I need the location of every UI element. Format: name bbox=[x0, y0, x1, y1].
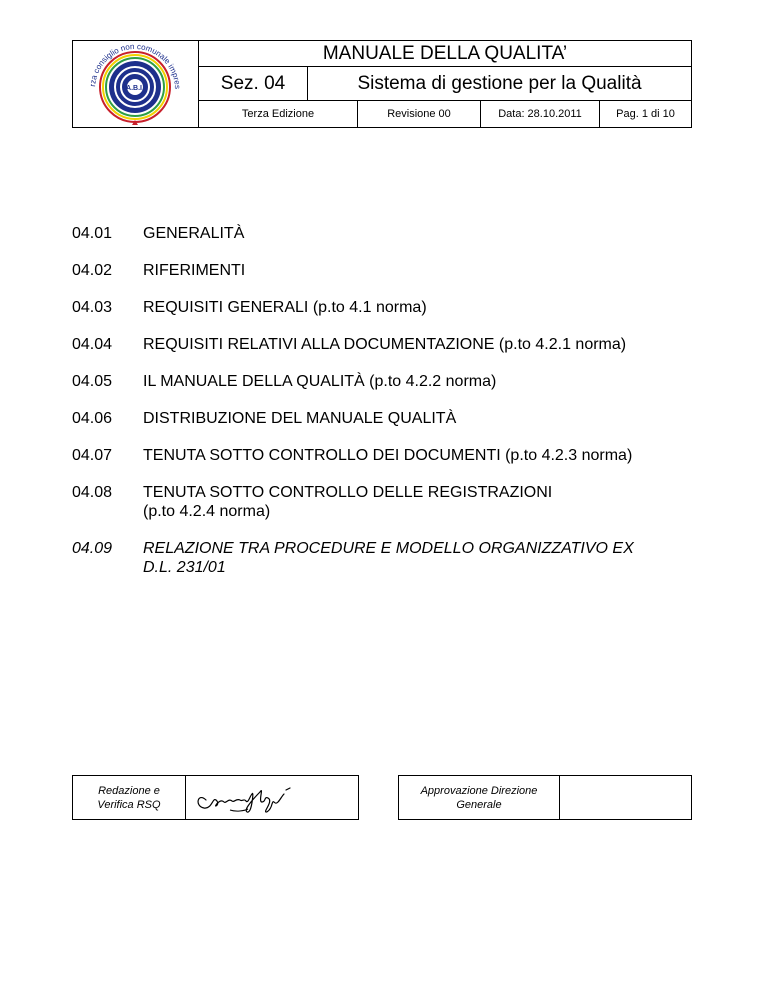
toc-number: 04.08 bbox=[72, 484, 113, 501]
toc-title: RELAZIONE TRA PROCEDURE E MODELLO ORGANIZZATIVO EX bbox=[143, 540, 634, 557]
redazione-box bbox=[72, 775, 359, 820]
toc-item bbox=[72, 446, 632, 465]
toc-item bbox=[72, 335, 626, 354]
toc-subtitle: D.L. 231/01 bbox=[143, 559, 226, 576]
toc-title: TENUTA SOTTO CONTROLLO DELLE REGISTRAZIONI bbox=[143, 484, 553, 501]
toc-title: IL MANUALE DELLA QUALITÀ (p.to 4.2.2 norma) bbox=[143, 373, 497, 390]
redazione-label-line1: Redazione e bbox=[98, 784, 160, 797]
toc-number: 04.09 bbox=[72, 540, 113, 557]
document-header bbox=[72, 40, 692, 128]
handwritten-signature bbox=[186, 776, 358, 819]
date-label: Data: 28.10.2011 bbox=[481, 101, 600, 127]
approvazione-signature-cell bbox=[560, 776, 691, 819]
svg-text:A.B.I.: A.B.I. bbox=[126, 85, 144, 92]
organization-logo bbox=[73, 41, 198, 127]
toc-number: 04.02 bbox=[72, 262, 113, 279]
approvazione-label-line2: Generale bbox=[456, 798, 502, 811]
toc-title: DISTRIBUZIONE DEL MANUALE QUALITÀ bbox=[143, 410, 457, 427]
section-title: Sistema di gestione per la Qualità bbox=[308, 67, 691, 101]
toc-number: 04.07 bbox=[72, 447, 113, 464]
edition-label: Terza Edizione bbox=[199, 101, 358, 127]
logo-cell bbox=[73, 41, 199, 127]
toc-number: 04.06 bbox=[72, 410, 113, 427]
toc-title: REQUISITI RELATIVI ALLA DOCUMENTAZIONE (p.to 4.2.1 norma) bbox=[143, 336, 627, 353]
svg-text:terza consiglio non comunale i: rza consiglio non comunale impres bbox=[88, 41, 183, 90]
approvazione-box bbox=[398, 775, 692, 820]
toc-item bbox=[72, 298, 427, 317]
toc-item bbox=[72, 224, 244, 243]
approvazione-label bbox=[399, 776, 560, 819]
toc-subtitle: (p.to 4.2.4 norma) bbox=[143, 503, 271, 520]
toc-item bbox=[72, 483, 552, 521]
signature-cell bbox=[186, 776, 358, 819]
redazione-label bbox=[73, 776, 186, 819]
redazione-label-line2: Verifica RSQ bbox=[97, 798, 161, 811]
section-number: Sez. 04 bbox=[199, 67, 308, 101]
toc-item bbox=[72, 409, 456, 428]
toc-title: REQUISITI GENERALI (p.to 4.1 norma) bbox=[143, 299, 427, 316]
toc-number: 04.04 bbox=[72, 336, 113, 353]
approvazione-label-line1: Approvazione Direzione bbox=[420, 784, 538, 797]
page-number: Pag. 1 di 10 bbox=[616, 108, 675, 120]
toc-title: RIFERIMENTI bbox=[143, 262, 246, 279]
toc-title: GENERALITÀ bbox=[143, 225, 245, 242]
toc-title: TENUTA SOTTO CONTROLLO DEI DOCUMENTI (p.to 4.2.3 norma) bbox=[143, 447, 633, 464]
toc-item bbox=[72, 539, 634, 577]
toc-item bbox=[72, 261, 245, 280]
toc-item bbox=[72, 372, 496, 391]
toc-number: 04.01 bbox=[72, 225, 113, 242]
toc-number: 04.03 bbox=[72, 299, 113, 316]
revision-label: Revisione 00 bbox=[358, 101, 481, 127]
manual-title: MANUALE DELLA QUALITA’ bbox=[199, 41, 691, 67]
toc-number: 04.05 bbox=[72, 373, 113, 390]
